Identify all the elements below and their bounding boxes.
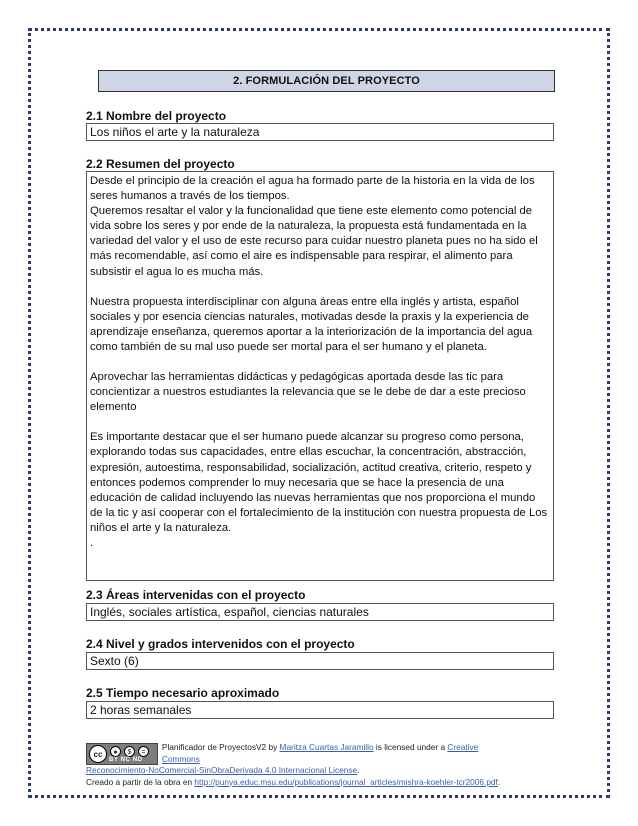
license-link-start[interactable]: Creative Commons [161,742,479,764]
footer-text: . [497,776,501,787]
field-value-nombre: Los niños el arte y la naturaleza [86,123,554,141]
summary-paragraph: Es importante destacar que el ser humano puede alcanzar su progreso como persona, explorando todas sus capacidades, entre ellas escuchar, la concentración, abstracción, expresión, autoestima, responsabilidad, socialización, actitud creativa, criterio, respeto y entonces podemos comprender lo muy necesaria que se hace la presencia de una educación de calidad incluyendo las nuevas herramientas que nos proporciona el mundo de la tic y así cooperar con el fortalecimiento de la institución con nuestra propuesta de Los niños el arte y la naturaleza. [90,431,548,534]
license-terms: BY NC ND [109,757,143,763]
summary-paragraph: Nuestra propuesta interdisciplinar con alguna áreas entre ella inglés y artista, español sociales y por esencia ciencias naturales, motivadas desde la praxis y la experiencia de aprendizaje enseñanza, queremos aportar a la interiorización de la importancia del agua como también de su mal uso puede ser mortal para el ser humano y el planeta. [90,295,533,353]
field-value-nivel: Sexto (6) [86,652,554,670]
summary-paragraph: Queremos resaltar el valor y la funcionalidad que tiene este elemento como potencial de vida sobre los seres y por ende de la naturaleza, la propuesta está fundamentada en la variedad del valor y el uso de este recurso para cuidar nuestro planeta pues no ha sido el más recomendable, así como el aire es indispensable para respirar, el alimento para subsistir el agua lo es mucha más. [90,205,538,278]
creative-commons-badge[interactable] [86,743,158,765]
author-link[interactable]: Maritza Cuartas Jaramillo [279,742,374,752]
section-title: 2. FORMULACIÓN DEL PROYECTO [98,70,555,92]
license-link[interactable]: Reconocimiento-NoComercial-SinObraDerivada 4.0 Internacional License [86,765,358,775]
footer-text: is licensed under a [373,742,448,752]
field-label-nombre: 2.1 Nombre del proyecto [86,109,227,123]
source-link[interactable]: http://punya.educ.msu.edu/publications/journal_articles/mishra-koehler-tcr2006.pdf [194,776,498,787]
license-footer [86,742,518,788]
summary-paragraph: Desde el principio de la creación el agua ha formado parte de la historia en la vida de los seres humanos a través de los tiempos. [90,175,535,203]
no-derivatives-icon: = [138,746,149,757]
field-label-nivel: 2.4 Nivel y grados intervenidos con el proyecto [86,637,355,651]
cc-icon: cc [89,745,107,763]
summary-paragraph: Aprovechar las herramientas didácticas y pedagógicas aportada desde las tic para concientizar a nuestros estudiantes la relevancia que se le debe de dar a este precioso elemento [90,371,526,414]
footer-text: Planificador de ProyectosV2 by [161,742,280,752]
field-label-resumen: 2.2 Resumen del proyecto [86,157,235,171]
footer-text: . [357,765,360,775]
summary-box [86,171,554,581]
field-value-tiempo: 2 horas semanales [86,701,554,719]
field-label-tiempo: 2.5 Tiempo necesario aproximado [86,686,280,700]
non-commercial-icon: $ [124,746,135,757]
by-person-icon: ● [110,746,121,757]
field-label-areas: 2.3 Áreas intervenidas con el proyecto [86,588,306,602]
footer-text: Creado a partir de la obra en [86,776,195,787]
summary-paragraph: . [90,536,94,549]
field-value-areas: Inglés, sociales artística, español, ciencias naturales [86,603,554,621]
